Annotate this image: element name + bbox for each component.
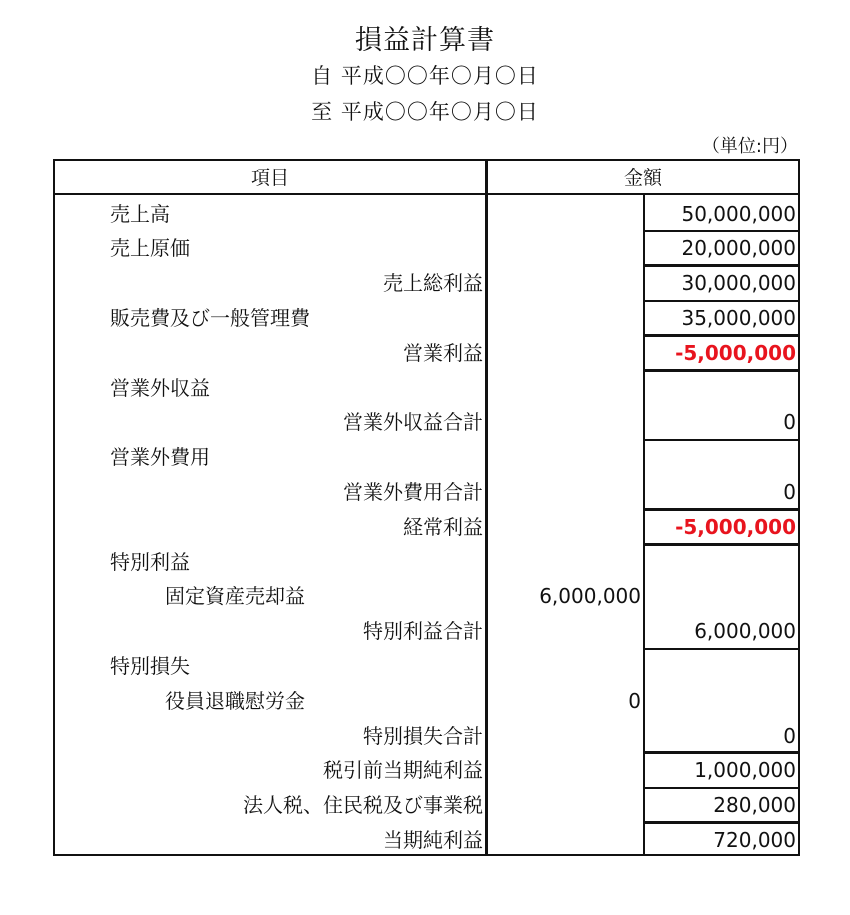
amount-rule-thick [645, 821, 798, 824]
row-label-pretax-income: 税引前当期純利益 [323, 758, 483, 782]
amount-non-op-expense-total: 0 [783, 480, 796, 504]
amount-cost-of-sales: 20,000,000 [681, 236, 796, 260]
row-label-extraordinary-gain: 特別利益 [110, 550, 190, 574]
sub-amount-asset-sale-gain: 6,000,000 [539, 584, 641, 608]
sub-amount-retirement-bonus: 0 [628, 689, 641, 713]
document-title: 損益計算書 [355, 25, 495, 56]
unit-label: （単位:円） [701, 136, 798, 157]
amount-rule-thick [645, 508, 798, 511]
amount-ordinary-profit: -5,000,000 [675, 515, 796, 539]
amount-extraordinary-loss-total: 0 [783, 724, 796, 748]
row-label-asset-sale-gain: 固定資産売却益 [165, 584, 305, 608]
amount-sga: 35,000,000 [681, 306, 796, 330]
row-label-sales: 売上高 [110, 202, 170, 226]
row-label-non-op-expense: 営業外費用 [110, 445, 210, 469]
row-label-retirement-bonus: 役員退職慰労金 [165, 689, 305, 713]
amount-rule [645, 439, 798, 441]
amount-rule [645, 230, 798, 232]
row-label-operating-profit: 営業利益 [403, 341, 483, 365]
amount-sales: 50,000,000 [681, 202, 796, 226]
income-statement-table [53, 159, 800, 856]
period-to: 至 平成〇〇年〇月〇日 [311, 100, 539, 124]
amount-rule-thick [645, 334, 798, 337]
row-label-non-op-income: 営業外収益 [110, 376, 210, 400]
amount-gross-profit: 30,000,000 [681, 271, 796, 295]
row-label-extraordinary-gain-total: 特別利益合計 [363, 619, 483, 643]
amount-extraordinary-gain-total: 6,000,000 [694, 619, 796, 643]
amount-non-op-income-total: 0 [783, 410, 796, 434]
row-label-non-op-expense-total: 営業外費用合計 [343, 480, 483, 504]
amount-rule [645, 787, 798, 789]
amount-income-taxes: 280,000 [713, 793, 796, 817]
row-label-gross-profit: 売上総利益 [383, 271, 483, 295]
row-label-cost-of-sales: 売上原価 [110, 236, 190, 260]
row-label-extraordinary-loss: 特別損失 [110, 654, 190, 678]
row-label-sga: 販売費及び一般管理費 [110, 306, 310, 330]
amount-net-income: 720,000 [713, 828, 796, 852]
row-label-non-op-income-total: 営業外収益合計 [343, 410, 483, 434]
amount-rule-thick [645, 264, 798, 267]
amount-rule-thick [645, 543, 798, 546]
period-from: 自 平成〇〇年〇月〇日 [311, 64, 539, 88]
row-label-extraordinary-loss-total: 特別損失合計 [363, 724, 483, 748]
amount-pretax-income: 1,000,000 [694, 758, 796, 782]
header-item: 項目 [55, 161, 488, 195]
header-amount: 金額 [488, 161, 798, 195]
row-label-income-taxes: 法人税、住民税及び事業税 [243, 793, 483, 817]
amount-rule-thick [645, 751, 798, 754]
amount-operating-profit: -5,000,000 [675, 341, 796, 365]
amount-rule-thick [645, 369, 798, 372]
column-divider-main [485, 195, 488, 856]
amount-rule [645, 300, 798, 302]
row-label-net-income: 当期純利益 [383, 828, 483, 852]
amount-rule [645, 648, 798, 650]
row-label-ordinary-profit: 経常利益 [403, 515, 483, 539]
